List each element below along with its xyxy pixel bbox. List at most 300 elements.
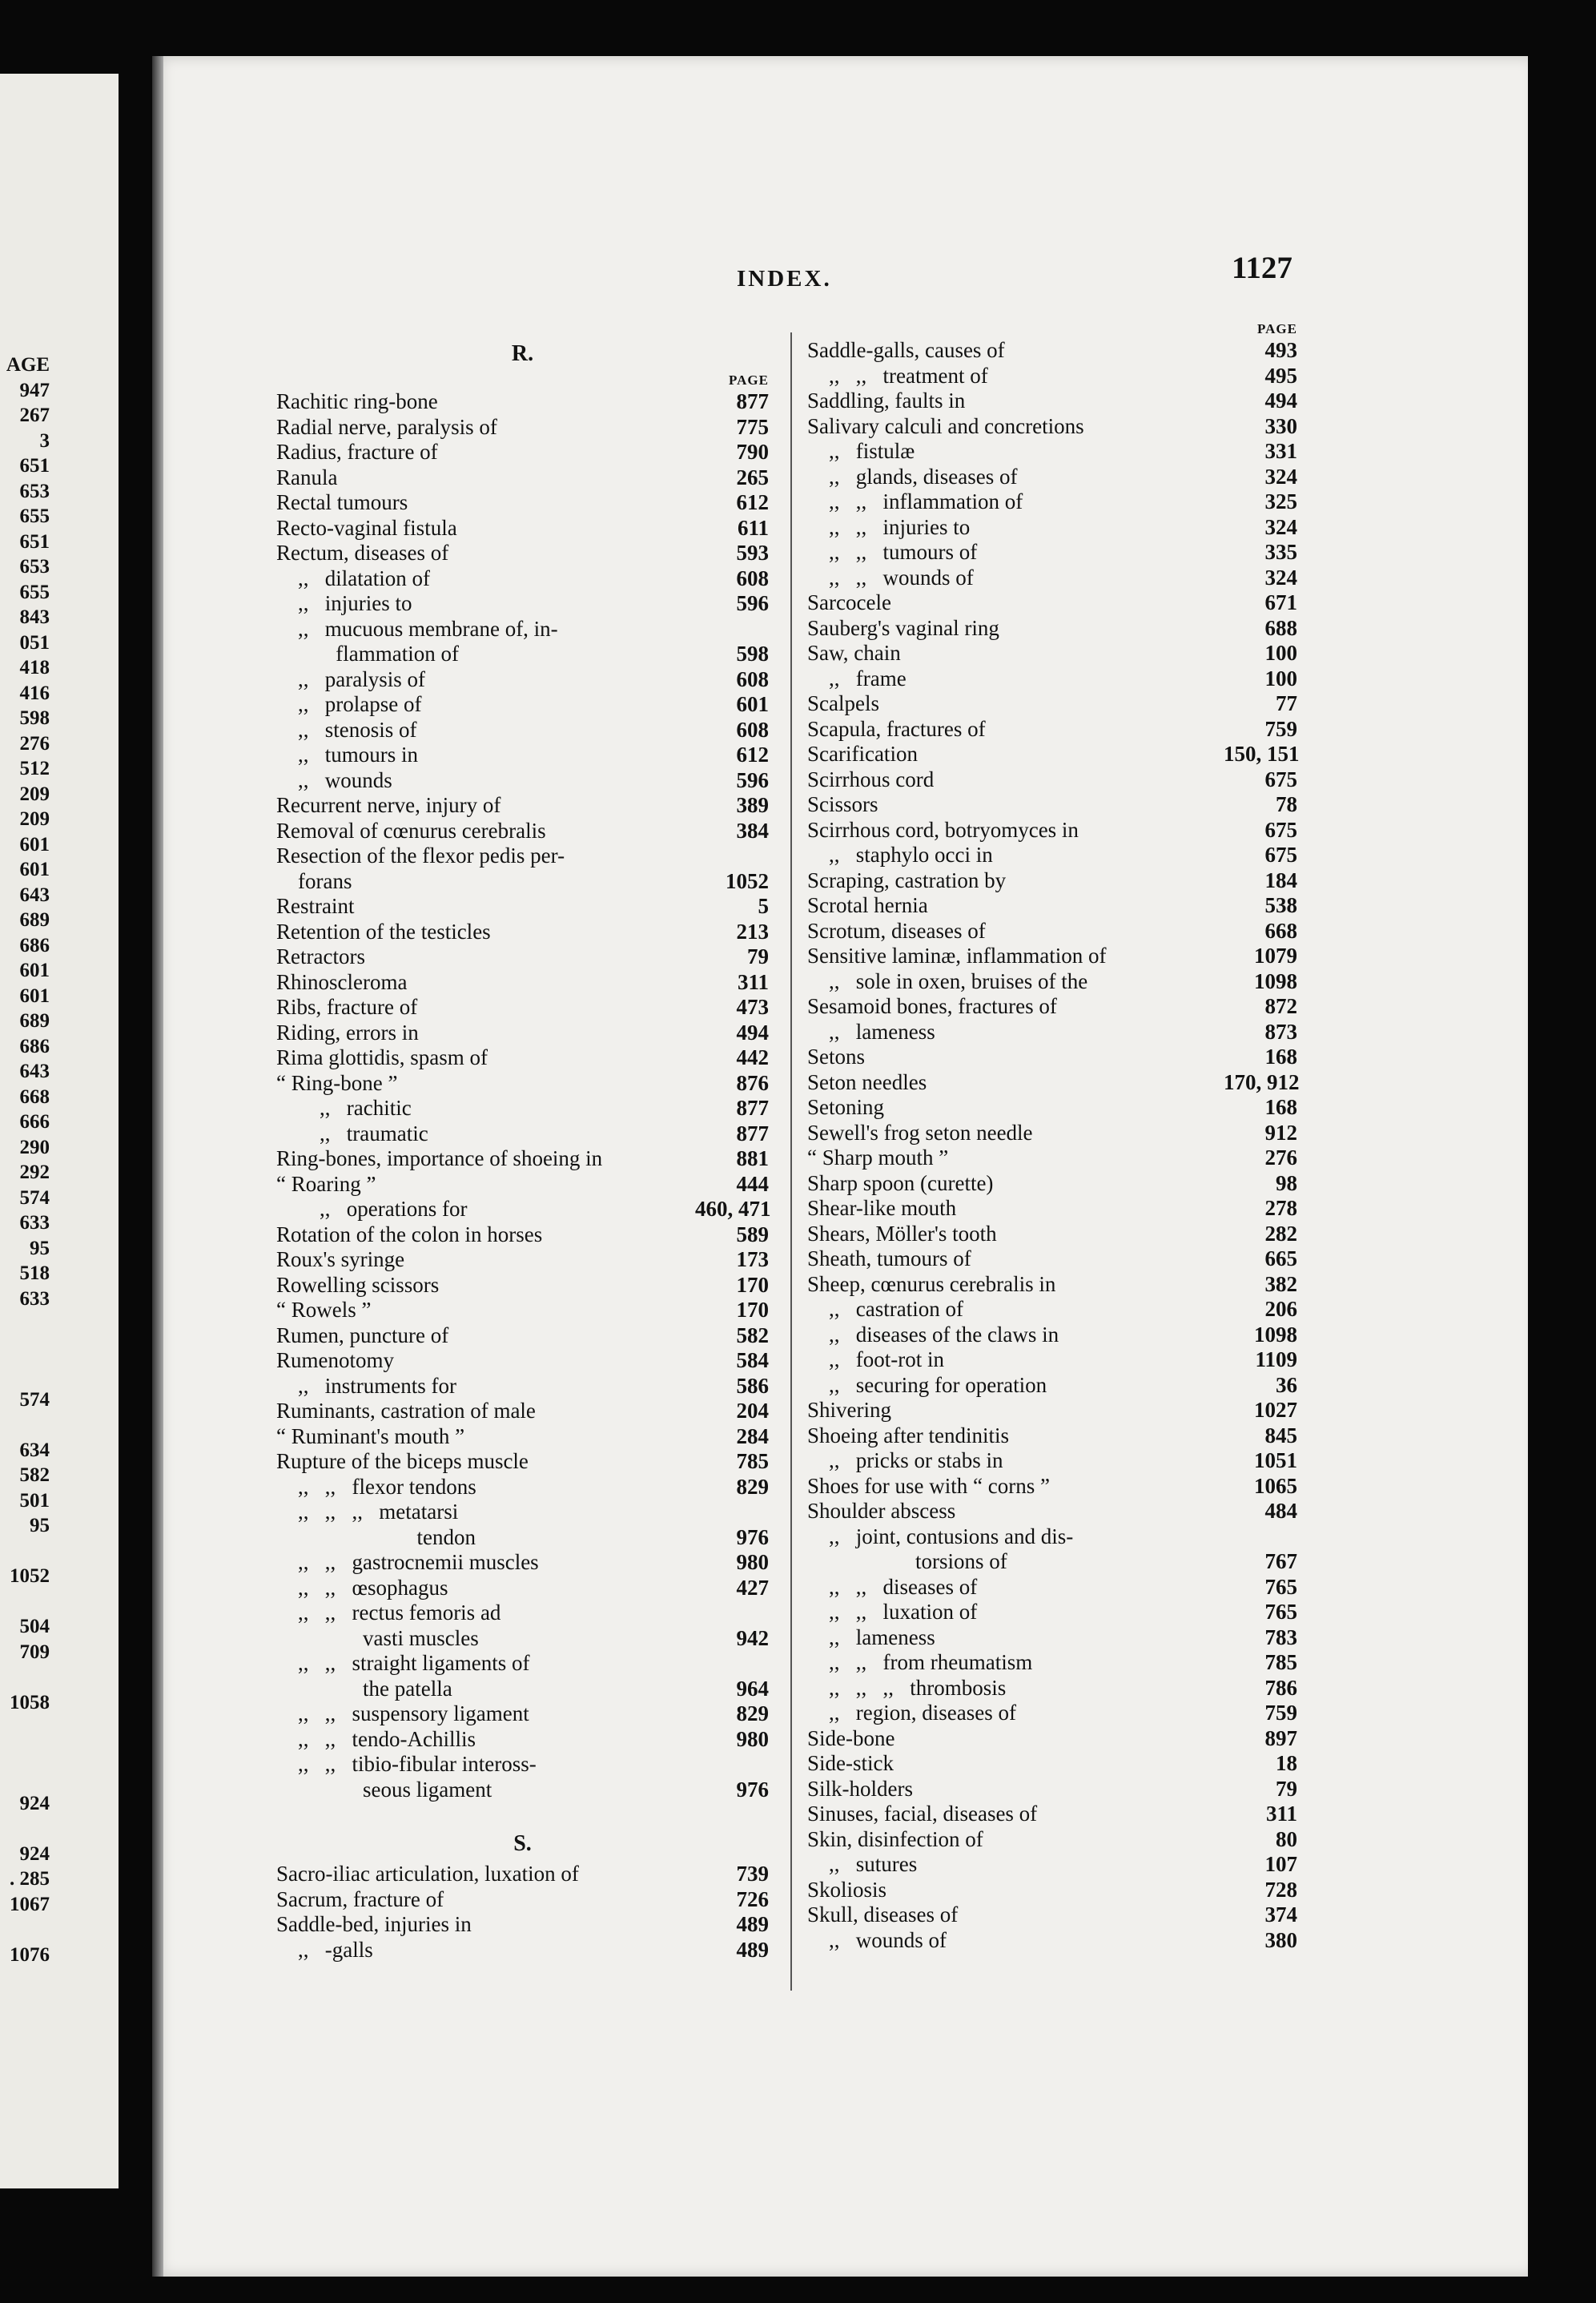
entry-term: Recurrent nerve, injury of xyxy=(276,793,501,817)
page-gutter-shadow xyxy=(152,56,163,2277)
entry-page: 331 xyxy=(1264,439,1297,463)
index-entry xyxy=(807,389,1297,414)
index-entry xyxy=(276,869,769,895)
entry-term: “ Sharp mouth ” xyxy=(807,1145,949,1170)
entry-term: Roux's syringe xyxy=(276,1247,405,1271)
index-entry xyxy=(807,893,1297,919)
entry-page: 608 xyxy=(736,566,769,590)
index-entry xyxy=(807,1524,1297,1550)
index-entry xyxy=(807,818,1297,843)
facing-page-number: 643 xyxy=(19,884,50,906)
entry-term: flammation of xyxy=(276,642,459,666)
index-entry xyxy=(276,1121,769,1147)
index-entry xyxy=(276,440,769,465)
index-entry xyxy=(807,1499,1297,1524)
facing-page-number xyxy=(0,1816,50,1842)
facing-page-number: 267 xyxy=(19,405,50,426)
index-entry xyxy=(807,1852,1297,1878)
entry-page: 100 xyxy=(1264,641,1297,665)
entry-page: 739 xyxy=(736,1862,769,1886)
index-entry xyxy=(276,1348,769,1374)
facing-page-number: 947 xyxy=(19,379,50,401)
index-entry xyxy=(807,641,1297,666)
entry-term: ,, frame xyxy=(807,666,907,690)
entry-term: ,, ,, treatment of xyxy=(807,363,988,388)
entry-term: Rowelling scissors xyxy=(276,1272,440,1297)
entry-term: Restraint xyxy=(276,894,355,918)
facing-page-number: 3 xyxy=(39,429,50,452)
entry-page: 311 xyxy=(1265,1802,1297,1826)
index-entries-s xyxy=(276,1862,769,1963)
facing-page-number xyxy=(0,1337,50,1363)
facing-page-number: 418 xyxy=(19,657,50,678)
entry-term: “ Rowels ” xyxy=(276,1298,372,1322)
column-divider xyxy=(790,332,792,1991)
entry-term: Seton needles xyxy=(807,1069,927,1094)
entry-term: Retention of the testicles xyxy=(276,919,491,944)
index-column-left xyxy=(276,336,769,1963)
entry-term: Recto-vaginal fistula xyxy=(276,515,457,540)
entry-page: 374 xyxy=(1264,1902,1297,1927)
entry-term: ,, foot-rot in xyxy=(807,1347,944,1371)
entry-term: forans xyxy=(276,868,352,893)
entry-term: ,, region, diseases of xyxy=(807,1701,1016,1725)
index-entry xyxy=(276,894,769,920)
entry-page: 584 xyxy=(736,1348,769,1372)
entry-term: Saddle-bed, injuries in xyxy=(276,1912,472,1936)
entry-page: 206 xyxy=(1264,1297,1297,1321)
index-entry xyxy=(276,1600,769,1626)
index-entry xyxy=(807,691,1297,717)
entry-term: ,, wounds of xyxy=(807,1927,947,1952)
index-entry xyxy=(276,1273,769,1298)
entry-page: 494 xyxy=(736,1020,769,1045)
index-entry xyxy=(807,919,1297,944)
entry-term: Rumen, puncture of xyxy=(276,1323,449,1347)
index-entry xyxy=(807,1448,1297,1474)
entry-term: Shivering xyxy=(807,1398,891,1422)
entry-page: 582 xyxy=(736,1323,769,1347)
index-entry xyxy=(807,616,1297,642)
index-entry xyxy=(276,1071,769,1097)
entry-page: 976 xyxy=(736,1524,769,1549)
entry-page: 473 xyxy=(736,995,769,1019)
entry-term: Ring-bones, importance of shoeing in xyxy=(276,1146,603,1170)
entry-term: Scrotum, diseases of xyxy=(807,918,986,943)
entry-page: 80 xyxy=(1276,1826,1297,1851)
entry-term: ,, ,, tibio-fibular inteross- xyxy=(276,1752,537,1776)
entry-term: Removal of cœnurus cerebralis xyxy=(276,818,546,843)
index-entry xyxy=(276,1626,769,1652)
entry-term: ,, stenosis of xyxy=(276,717,417,742)
index-entry xyxy=(276,1912,769,1938)
entry-page: 265 xyxy=(736,465,769,489)
index-entry xyxy=(276,1778,769,1803)
index-entry xyxy=(276,415,769,441)
entry-term: ,, ,, wounds of xyxy=(807,565,974,590)
index-entry xyxy=(807,489,1297,515)
facing-page-number: 512 xyxy=(19,758,50,779)
entry-term: ,, wounds xyxy=(276,767,392,792)
entry-page: 881 xyxy=(736,1146,769,1170)
entry-page: 278 xyxy=(1264,1196,1297,1220)
entry-term: ,, pricks or stabs in xyxy=(807,1448,1003,1472)
entry-page: 726 xyxy=(736,1886,769,1911)
index-entry xyxy=(276,768,769,794)
facing-page-number: 1076 xyxy=(10,1943,50,1966)
facing-page-number xyxy=(0,1741,50,1766)
entry-term: ,, paralysis of xyxy=(276,666,425,691)
facing-page-number: 653 xyxy=(19,480,50,502)
index-entry xyxy=(276,1374,769,1399)
index-entry xyxy=(276,566,769,592)
facing-page-number: 633 xyxy=(19,1212,50,1234)
facing-page-number: 290 xyxy=(19,1136,50,1158)
index-entry xyxy=(276,1752,769,1778)
index-entry xyxy=(807,994,1297,1020)
entry-term: Saddling, faults in xyxy=(807,389,966,413)
index-entry xyxy=(276,1146,769,1172)
entry-term: ,, fistulæ xyxy=(807,439,915,463)
entry-page: 790 xyxy=(736,440,769,464)
entry-page: 335 xyxy=(1264,540,1297,564)
index-entry xyxy=(807,1751,1297,1777)
facing-page-number: 668 xyxy=(19,1085,50,1108)
facing-page-number: 051 xyxy=(19,631,50,654)
entry-page: 980 xyxy=(736,1550,769,1574)
entry-page: 897 xyxy=(1264,1725,1297,1750)
index-entry xyxy=(807,414,1297,440)
index-entry xyxy=(807,1347,1297,1373)
index-entry xyxy=(276,1021,769,1046)
entry-term: ,, ,, inflammation of xyxy=(807,489,1023,513)
entry-page: 204 xyxy=(736,1399,769,1423)
facing-page-number xyxy=(0,1412,50,1438)
index-column-right xyxy=(807,320,1300,1953)
entry-term: ,, ,, tendo-Achillis xyxy=(276,1726,476,1751)
entry-page: 150, 151 xyxy=(1224,742,1300,766)
entry-term: Sacrum, fracture of xyxy=(276,1886,444,1911)
entry-term: Radial nerve, paralysis of xyxy=(276,414,497,439)
entry-page: 444 xyxy=(736,1171,769,1196)
index-entry xyxy=(276,743,769,768)
index-entry xyxy=(276,667,769,693)
facing-page-number: 276 xyxy=(19,732,50,755)
entry-term: the patella xyxy=(276,1676,452,1701)
entry-term: ,, tumours in xyxy=(276,743,419,767)
entry-term: Scirrhous cord, botryomyces in xyxy=(807,817,1079,842)
entry-page: 380 xyxy=(1264,1927,1297,1952)
index-entry xyxy=(807,944,1297,969)
entry-term: Sarcocele xyxy=(807,590,891,614)
entry-term: ,, ,, diseases of xyxy=(807,1574,978,1599)
entry-term: Sinuses, facial, diseases of xyxy=(807,1802,1038,1826)
index-entry xyxy=(276,1475,769,1500)
facing-page-number xyxy=(0,1539,50,1564)
facing-page-number: 601 xyxy=(19,859,50,880)
entry-term: torsions of xyxy=(807,1549,1007,1573)
index-entry xyxy=(807,1398,1297,1423)
entry-page: 1052 xyxy=(726,868,769,893)
facing-page-number: 601 xyxy=(19,833,50,856)
entry-term: ,, ,, tumours of xyxy=(807,540,978,564)
entry-term: ,, joint, contusions and dis- xyxy=(807,1524,1074,1548)
entry-page: 460, 471 xyxy=(695,1197,771,1221)
index-entry xyxy=(276,995,769,1021)
index-entry xyxy=(276,944,769,970)
entry-term: Sewell's frog seton needle xyxy=(807,1120,1033,1145)
entry-page: 77 xyxy=(1276,691,1297,715)
index-entry xyxy=(807,1650,1297,1676)
facing-page-number: 689 xyxy=(19,1010,50,1032)
entry-term: ,, ,, injuries to xyxy=(807,514,971,539)
index-entry xyxy=(807,1171,1297,1197)
entry-term: ,, operations for xyxy=(276,1197,468,1221)
facing-page-number xyxy=(0,1665,50,1690)
entry-page: 598 xyxy=(736,642,769,666)
index-entry xyxy=(276,1500,769,1525)
index-entry xyxy=(276,1096,769,1121)
index-entry xyxy=(276,1424,769,1450)
entry-term: Saw, chain xyxy=(807,641,901,665)
entry-page: 1027 xyxy=(1254,1398,1297,1422)
entry-term: ,, ,, rectus femoris ad xyxy=(276,1600,501,1625)
entry-page: 330 xyxy=(1264,413,1297,438)
facing-page-number xyxy=(0,1765,50,1791)
entry-page: 98 xyxy=(1276,1170,1297,1195)
facing-page-number: 574 xyxy=(19,1186,50,1209)
entry-page: 282 xyxy=(1264,1221,1297,1246)
entry-term: “ Ruminant's mouth ” xyxy=(276,1423,465,1448)
entry-page: 493 xyxy=(1264,338,1297,362)
entry-page: 593 xyxy=(736,541,769,565)
facing-page-number xyxy=(0,1362,50,1387)
entry-term: Skin, disinfection of xyxy=(807,1826,983,1851)
entry-term: “ Roaring ” xyxy=(276,1171,376,1196)
index-entry xyxy=(276,1727,769,1753)
entry-term: ,, traumatic xyxy=(276,1121,428,1145)
entry-term: Rectal tumours xyxy=(276,490,408,514)
facing-page-edge xyxy=(0,74,119,2188)
entry-page: 786 xyxy=(1264,1675,1297,1700)
facing-page-number: 209 xyxy=(19,783,50,805)
facing-page-number: 651 xyxy=(19,530,50,553)
index-entry xyxy=(807,717,1297,743)
entry-page: 311 xyxy=(737,969,769,994)
index-entry xyxy=(807,1928,1297,1954)
entry-term: ,, securing for operation xyxy=(807,1372,1047,1397)
entry-term: Salivary calculi and concretions xyxy=(807,413,1084,438)
index-entry xyxy=(276,516,769,542)
facing-page-numbers xyxy=(0,352,50,1967)
index-entry xyxy=(807,742,1300,767)
entry-page: 728 xyxy=(1264,1877,1297,1902)
entry-term: ,, glands, diseases of xyxy=(807,464,1018,489)
index-entry xyxy=(807,1878,1297,1903)
entry-page: 484 xyxy=(1264,1499,1297,1523)
entry-term: Shoulder abscess xyxy=(807,1499,956,1523)
entry-term: ,, mucuous membrane of, in- xyxy=(276,616,558,641)
entry-term: Scissors xyxy=(807,792,878,816)
entry-term: ,, sole in oxen, bruises of the xyxy=(807,968,1088,993)
entry-page: 170, 912 xyxy=(1224,1069,1300,1094)
entry-term: ,, lameness xyxy=(807,1625,935,1649)
index-entry xyxy=(807,439,1297,465)
entry-term: Ruminants, castration of male xyxy=(276,1399,536,1423)
entry-page: 1098 xyxy=(1254,968,1297,993)
entry-term: Skull, diseases of xyxy=(807,1902,959,1927)
index-entry xyxy=(807,1423,1297,1449)
index-entries-r xyxy=(276,389,769,1802)
index-entry xyxy=(807,566,1297,591)
entry-term: “ Ring-bone ” xyxy=(276,1070,398,1095)
entry-term: ,, ,, œsophagus xyxy=(276,1575,448,1600)
entry-page: 872 xyxy=(1264,994,1297,1018)
entry-term: ,, -galls xyxy=(276,1937,373,1962)
entry-page: 611 xyxy=(737,515,769,540)
index-entry xyxy=(807,1045,1297,1070)
entry-page: 876 xyxy=(736,1070,769,1095)
entry-term: Rotation of the colon in horses xyxy=(276,1222,543,1246)
entry-page: 608 xyxy=(736,666,769,691)
entry-term: Ranula xyxy=(276,465,338,489)
entry-page: 18 xyxy=(1276,1751,1297,1775)
index-entry xyxy=(276,1045,769,1071)
entry-page: 538 xyxy=(1264,893,1297,917)
entry-term: Shear-like mouth xyxy=(807,1196,957,1220)
entry-page: 845 xyxy=(1264,1423,1297,1447)
entry-page: 324 xyxy=(1264,464,1297,489)
index-entry xyxy=(276,617,769,642)
entry-page: 767 xyxy=(1264,1549,1297,1573)
entry-page: 489 xyxy=(736,1912,769,1936)
index-entry xyxy=(807,969,1297,995)
entry-page: 168 xyxy=(1264,1095,1297,1119)
entry-term: Ribs, fracture of xyxy=(276,995,418,1019)
index-entry xyxy=(276,1576,769,1601)
entry-page: 168 xyxy=(1264,1045,1297,1069)
entry-term: ,, ,, ,, metatarsi xyxy=(276,1500,459,1524)
entry-page: 688 xyxy=(1264,615,1297,640)
entry-term: Retractors xyxy=(276,944,365,968)
entry-term: tendon xyxy=(276,1524,476,1549)
entry-page: 759 xyxy=(1264,716,1297,741)
page-column-label: PAGE xyxy=(729,372,769,388)
entry-term: seous ligament xyxy=(276,1777,492,1802)
entry-page: 324 xyxy=(1264,565,1297,590)
entry-page: 382 xyxy=(1264,1271,1297,1296)
entry-page: 1079 xyxy=(1254,944,1297,968)
page-column-label: PAGE xyxy=(1257,321,1297,336)
facing-page-number: 634 xyxy=(19,1439,50,1461)
facing-page-number: 843 xyxy=(19,606,50,628)
entry-term: Scrotal hernia xyxy=(807,893,928,917)
index-entry xyxy=(276,1525,769,1551)
entry-term: Scapula, fractures of xyxy=(807,716,986,741)
index-entry xyxy=(807,1549,1297,1575)
entry-page: 675 xyxy=(1264,817,1297,842)
entry-term: ,, ,, gastrocnemii muscles xyxy=(276,1550,539,1574)
entry-page: 873 xyxy=(1264,1019,1297,1044)
entry-term: Shoeing after tendinitis xyxy=(807,1423,1009,1447)
entry-term: ,, prolapse of xyxy=(276,692,422,716)
index-entry xyxy=(276,1247,769,1273)
facing-page-number: 643 xyxy=(19,1061,50,1082)
facing-page-number: 601 xyxy=(19,984,50,1007)
index-entry xyxy=(807,1600,1297,1625)
entry-page: 596 xyxy=(736,767,769,792)
index-entry xyxy=(276,1701,769,1727)
facing-page-number: AGE xyxy=(6,354,50,376)
entry-term: Rachitic ring-bone xyxy=(276,389,438,413)
index-entry xyxy=(807,843,1297,868)
index-entry xyxy=(807,1827,1297,1853)
entry-page: 384 xyxy=(736,818,769,843)
index-entry xyxy=(807,767,1297,793)
entry-page: 671 xyxy=(1264,590,1297,614)
entry-page: 427 xyxy=(736,1575,769,1600)
index-entry xyxy=(276,692,769,718)
index-entry xyxy=(276,1677,769,1702)
facing-page-number: 501 xyxy=(19,1489,50,1512)
index-entry xyxy=(276,1323,769,1349)
entry-term: Radius, fracture of xyxy=(276,440,438,464)
index-entry xyxy=(807,1121,1297,1146)
facing-page-number xyxy=(0,1589,50,1615)
facing-page-number: 686 xyxy=(19,934,50,956)
index-entry xyxy=(807,1222,1297,1247)
entry-page: 586 xyxy=(736,1373,769,1398)
entry-term: Sheep, cœnurus cerebralis in xyxy=(807,1271,1056,1296)
index-entry xyxy=(276,591,769,617)
facing-page-number: 95 xyxy=(30,1515,50,1536)
facing-page-number: 601 xyxy=(19,960,50,981)
entry-page: 1098 xyxy=(1254,1322,1297,1347)
facing-page-number: 666 xyxy=(19,1111,50,1133)
facing-page-number: 95 xyxy=(30,1237,50,1259)
index-entry xyxy=(276,642,769,667)
entry-page: 276 xyxy=(1264,1145,1297,1170)
entry-page: 78 xyxy=(1276,792,1297,816)
entry-term: Rupture of the biceps muscle xyxy=(276,1449,529,1473)
entry-term: Sacro-iliac articulation, luxation of xyxy=(276,1862,579,1886)
entry-term: ,, sutures xyxy=(807,1852,918,1876)
entry-page: 489 xyxy=(736,1937,769,1962)
index-entry xyxy=(807,1246,1297,1272)
entry-term: Shoes for use with “ corns ” xyxy=(807,1473,1050,1498)
index-entry xyxy=(276,920,769,945)
entry-term: Silk-holders xyxy=(807,1776,913,1801)
entry-term: Scirrhous cord xyxy=(807,767,935,791)
entry-page: 325 xyxy=(1264,489,1297,513)
entry-term: Setons xyxy=(807,1045,866,1069)
index-entry xyxy=(807,868,1297,894)
entry-term: ,, ,, straight ligaments of xyxy=(276,1651,530,1675)
entry-term: Rumenotomy xyxy=(276,1348,394,1372)
section-heading-r: R. xyxy=(511,341,534,366)
entry-page: 877 xyxy=(736,389,769,413)
entry-term: ,, ,, luxation of xyxy=(807,1600,978,1624)
facing-page-number: . 285 xyxy=(10,1868,50,1890)
entry-term: Rhinoscleroma xyxy=(276,969,408,994)
entry-page: 877 xyxy=(736,1096,769,1120)
index-entry xyxy=(276,843,769,869)
entry-page: 5 xyxy=(758,894,769,918)
index-entry xyxy=(276,1197,769,1222)
entry-page: 213 xyxy=(736,919,769,944)
entry-page: 608 xyxy=(736,717,769,742)
entry-page: 829 xyxy=(736,1701,769,1725)
